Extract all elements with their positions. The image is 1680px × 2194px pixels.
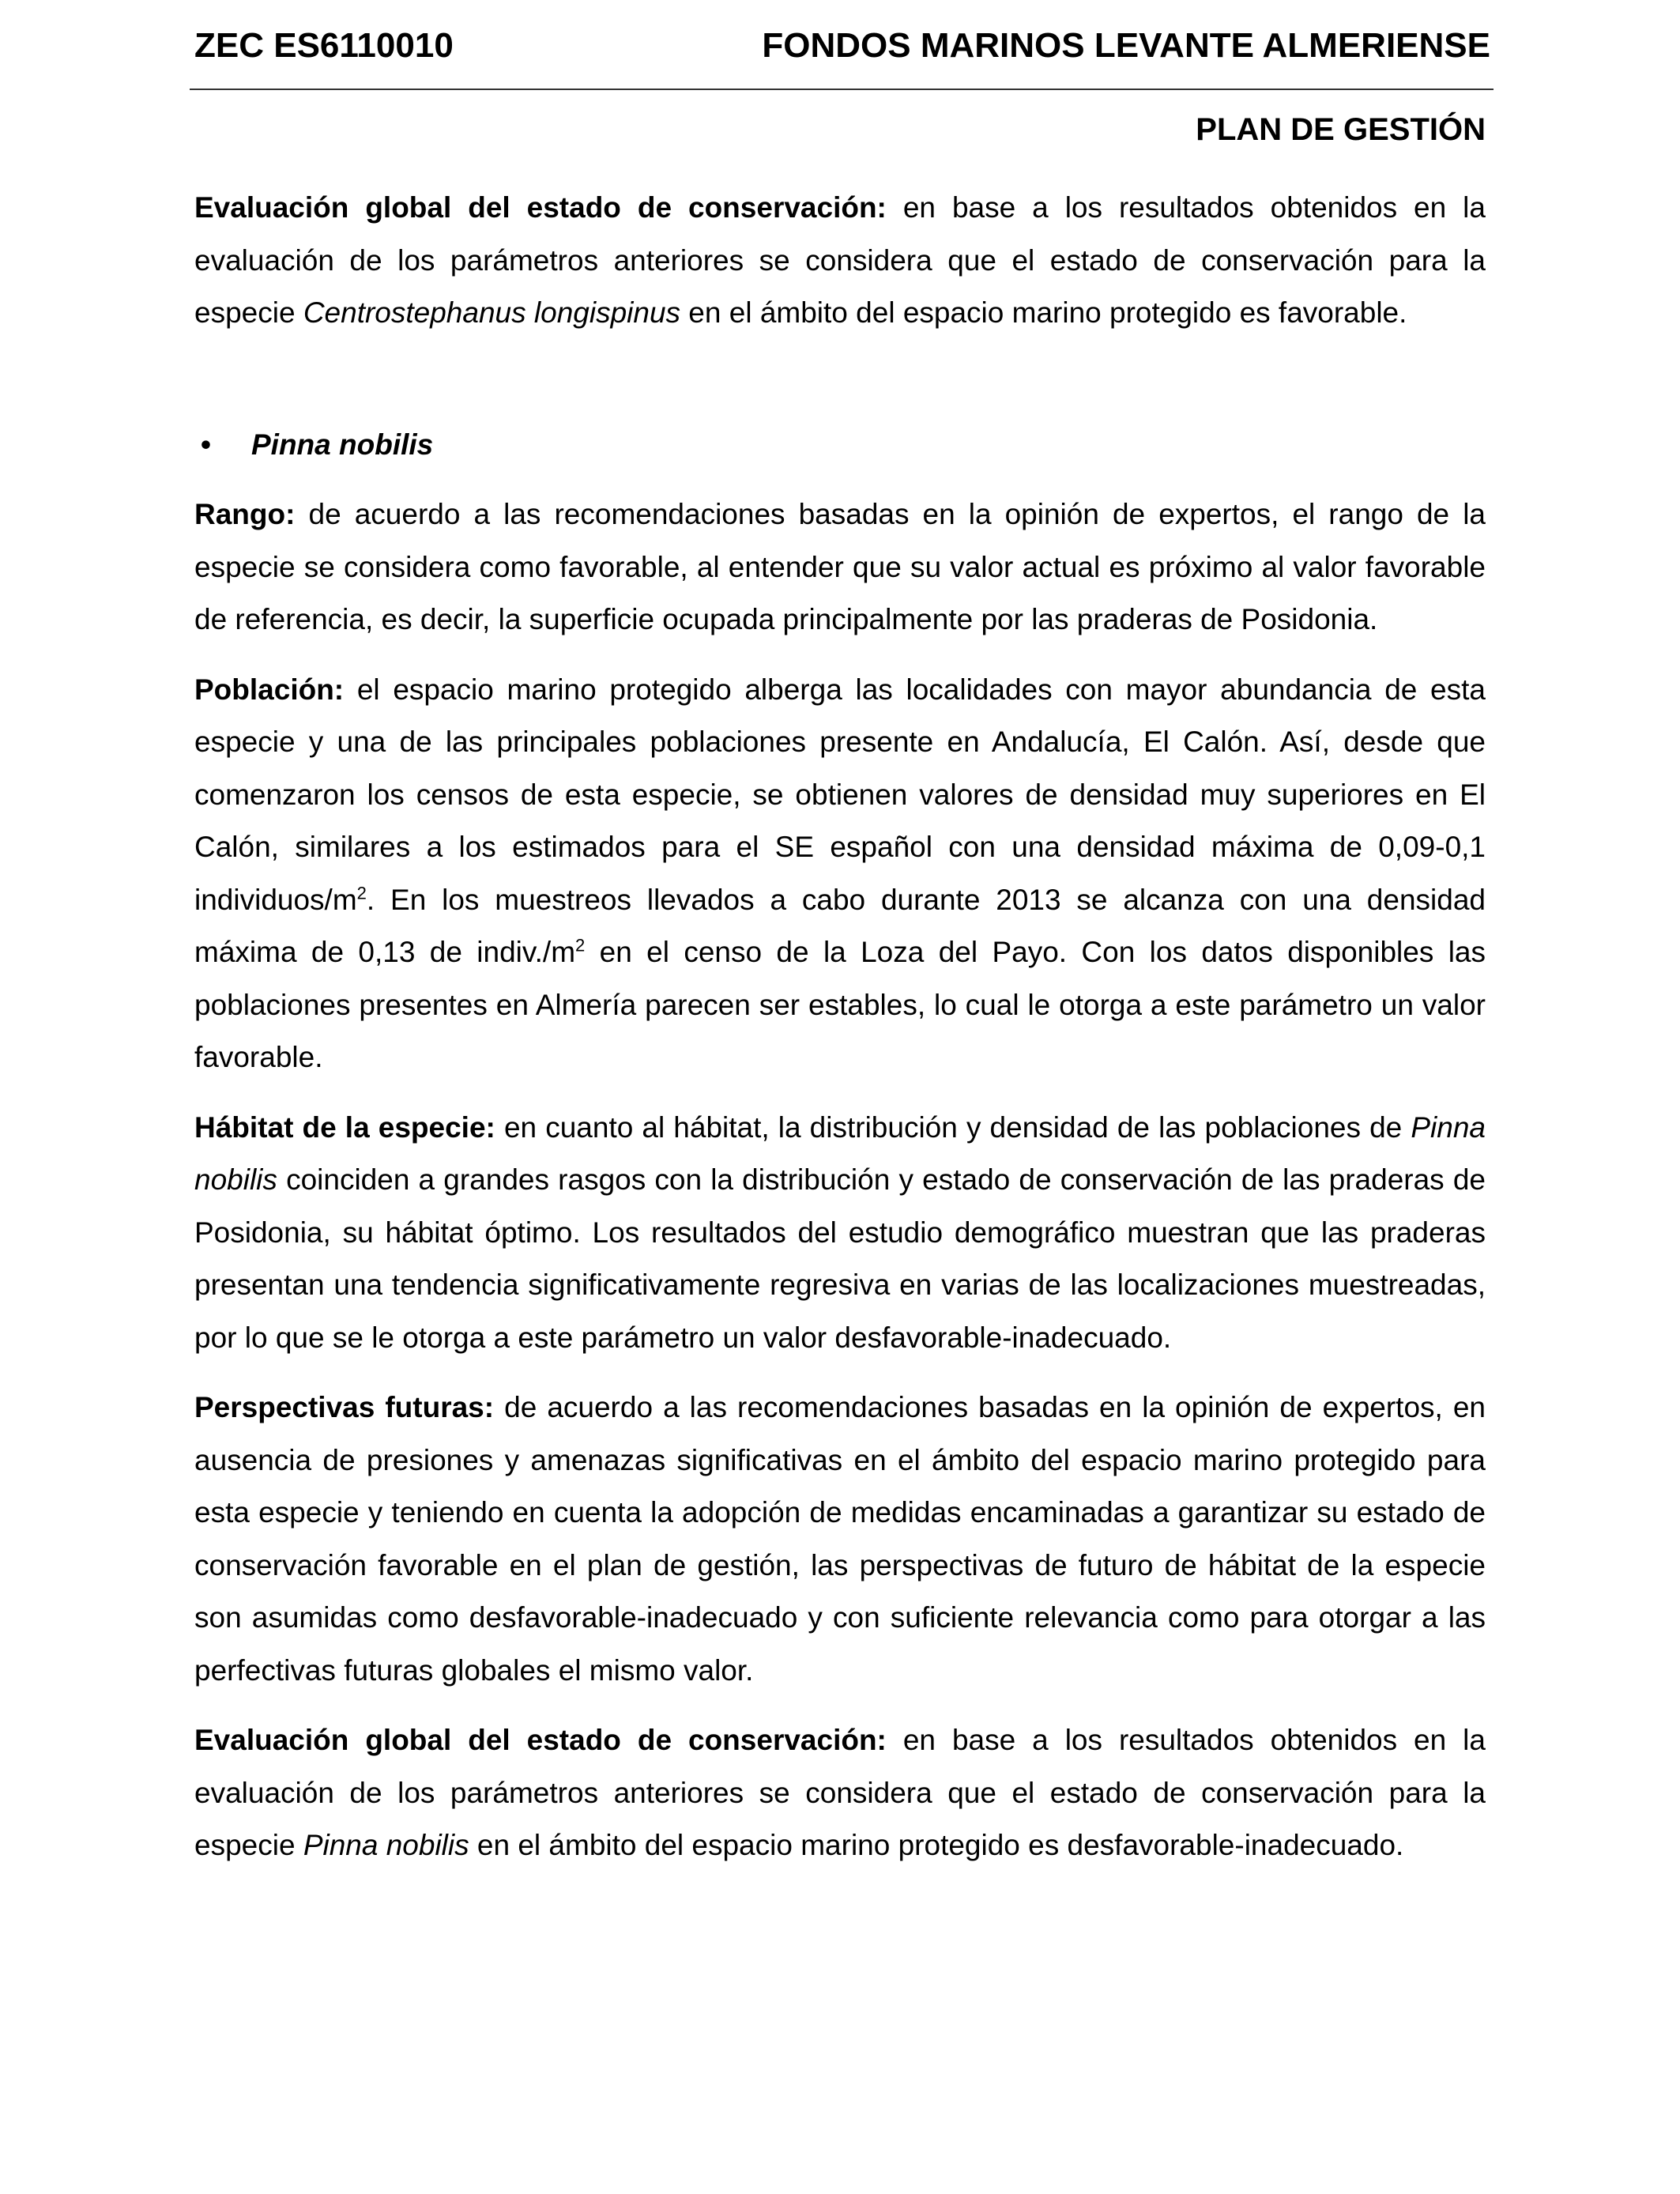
habitat-text-1: en cuanto al hábitat, la distribución y densidad de las poblaciones de	[495, 1110, 1411, 1144]
habitat-paragraph	[194, 1102, 1486, 1365]
final-evaluation-text-1: en base a los resultados obtenidos en la evaluación de los parámetros anteriores se considera que el estado de conservación para la especie	[194, 1724, 1486, 1861]
intro-evaluation-label: Evaluación global del estado de conservación:	[194, 191, 887, 224]
poblacion-superscript-1: 2	[356, 883, 367, 903]
perspectivas-paragraph	[194, 1382, 1486, 1697]
section-spacer	[194, 340, 1486, 419]
final-evaluation-label: Evaluación global del estado de conservación:	[194, 1724, 887, 1756]
poblacion-text-1: el espacio marino protegido alberga las localidades con mayor abundancia de esta especie y una de las principales poblaciones presente en Andalucía, El Calón. Así, desde que comenzaron los censos de esta especie, se obtienen valores de densidad muy superiores en El Calón, similares a los estimados para el SE español con una densidad máxima de 0,09-0,1 individuos/m	[194, 673, 1486, 916]
species-heading	[194, 419, 1486, 472]
poblacion-text-2: . En los muestreos llevados a cabo durante 2013 se alcanza con una densidad máxima de 0,13 de indiv./m	[194, 883, 1486, 968]
habitat-text-2: coinciden a grandes rasgos con la distribución y estado de conservación de las praderas de Posidonia, su hábitat óptimo. Los resultados del estudio demográfico muestran que las praderas presentan una tendencia significativamente regresiva en varias de las localizaciones muestreadas, por lo que se le otorga a este parámetro un valor desfavorable-inadecuado.	[194, 1163, 1486, 1354]
habitat-label: Hábitat de la especie:	[194, 1110, 495, 1144]
paragraph-spacer	[194, 1697, 1486, 1714]
document-subtitle: PLAN DE GESTIÓN	[1196, 112, 1486, 147]
intro-evaluation-paragraph	[194, 182, 1486, 340]
species-heading-name: Pinna nobilis	[251, 428, 434, 461]
poblacion-paragraph	[194, 664, 1486, 1084]
document-body	[194, 182, 1486, 1872]
document-code: ZEC ES6110010	[194, 26, 454, 65]
paragraph-spacer	[194, 1084, 1486, 1102]
final-evaluation-paragraph	[194, 1714, 1486, 1872]
intro-evaluation-species: Centrostephanus longispinus	[303, 296, 681, 329]
perspectivas-label: Perspectivas futuras:	[194, 1391, 495, 1423]
bullet-icon: •	[201, 428, 211, 461]
rango-text: de acuerdo a las recomendaciones basadas en la opinión de expertos, el rango de la especie se considera como favorable, al entender que su valor actual es próximo al valor favorable de referencia, es decir, la superficie ocupada principalmente por las praderas de Posidonia.	[194, 498, 1486, 635]
intro-evaluation-text-1: en base a los resultados obtenidos en la evaluación de los parámetros anteriores se considera que el estado de conservación para la especie	[194, 191, 1486, 329]
final-evaluation-text-2: en el ámbito del espacio marino protegido es desfavorable-inadecuado.	[469, 1829, 1404, 1861]
poblacion-text-3: en el censo de la Loza del Payo. Con los datos disponibles las poblaciones presentes en Almería parecen ser estables, lo cual le otorga a este parámetro un valor favorable.	[194, 936, 1486, 1073]
paragraph-spacer	[194, 1364, 1486, 1382]
header-divider	[190, 89, 1494, 90]
final-evaluation-species: Pinna nobilis	[303, 1829, 469, 1861]
habitat-species: Pinna nobilis	[194, 1110, 1486, 1196]
rango-paragraph	[194, 488, 1486, 647]
poblacion-label: Población:	[194, 673, 345, 706]
poblacion-superscript-2: 2	[575, 935, 586, 956]
document-title: FONDOS MARINOS LEVANTE ALMERIENSE	[762, 26, 1490, 65]
intro-evaluation-text-2: en el ámbito del espacio marino protegido es favorable.	[680, 296, 1407, 329]
perspectivas-text: de acuerdo a las recomendaciones basadas en la opinión de expertos, en ausencia de presiones y amenazas significativas en el ámbito del espacio marino protegido para esta especie y teniendo en cuenta la adopción de medidas encaminadas a garantizar su estado de conservación favorable en el plan de gestión, las perspectivas de futuro de hábitat de la especie son asumidas como desfavorable-inadecuado y con suficiente relevancia como para otorgar a las perfectivas futuras globales el mismo valor.	[194, 1391, 1486, 1687]
rango-label: Rango:	[194, 498, 296, 530]
page-header	[194, 22, 1490, 70]
paragraph-spacer	[194, 647, 1486, 664]
paragraph-spacer	[194, 471, 1486, 488]
